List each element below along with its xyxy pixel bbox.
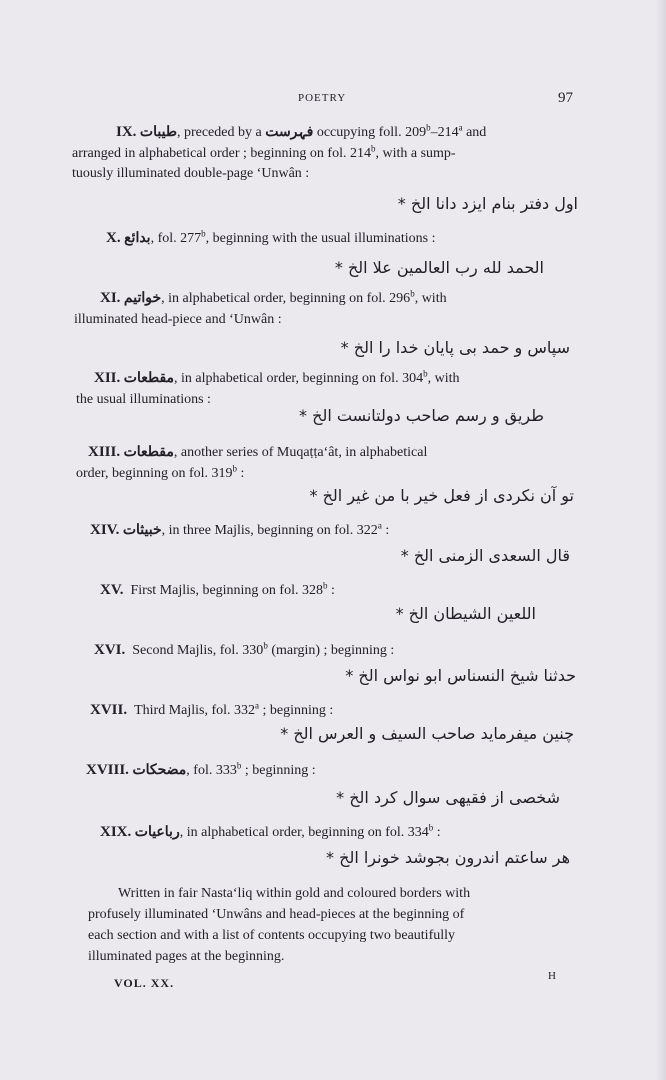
- description-line: Written in fair Nasta‘liq within gold and coloured borders with: [118, 886, 471, 901]
- page-edge-shadow: [656, 0, 666, 1080]
- opening-verse: قال السعدی الزمنی الخ *: [400, 546, 570, 565]
- arabic-title: فہرست: [265, 125, 314, 140]
- opening-verse: طریق و رسم صاحب دولتانست الخ *: [299, 406, 544, 425]
- entry-number: X.: [106, 230, 121, 246]
- arabic-title: مضحکات: [132, 763, 187, 778]
- page-header: [0, 90, 666, 110]
- arabic-title: خبیثات: [122, 523, 162, 538]
- arabic-title: مقطعات: [123, 445, 174, 460]
- entry-number: XI.: [100, 290, 121, 306]
- opening-verse: سپاس و حمد بی پایان خدا را الخ *: [340, 338, 570, 357]
- arabic-title: بدائع: [124, 231, 151, 246]
- opening-verse: اول دفتر بنام ایزد دانا الخ *: [397, 194, 578, 213]
- opening-verse: تو آن نکردی از فعل خیر با من غیر الخ *: [309, 486, 574, 505]
- opening-verse: هر ساعتم اندرون بجوشد خونرا الخ *: [326, 848, 570, 867]
- entry-number: XV.: [100, 582, 124, 598]
- description-line: profusely illuminated ‘Unwâns and head-pieces at the beginning of: [88, 907, 465, 922]
- opening-verse: حدثنا شیخ النسناس ابو نواس الخ *: [345, 666, 576, 685]
- entry-text-line: tuously illuminated double-page ‘Unwân :: [72, 166, 310, 181]
- entry-number: XII.: [94, 370, 121, 386]
- volume-signature: VOL. XX.: [114, 976, 175, 990]
- arabic-title: خواتیم: [123, 291, 162, 306]
- running-title: POETRY: [298, 92, 347, 104]
- entry-text-line: illuminated head-piece and ‘Unwân :: [74, 312, 282, 327]
- opening-verse: الحمد لله رب العالمین علا الخ *: [334, 258, 544, 277]
- opening-verse: شخصی از فقیهی سوال کرد الخ *: [336, 788, 560, 807]
- opening-verse: چنین میفرماید صاحب السیف و العرس الخ *: [280, 724, 574, 743]
- arabic-title: طیبات: [139, 125, 177, 140]
- page-number: 97: [558, 90, 573, 106]
- gathering-signature: H: [548, 970, 556, 982]
- entry-number: XIX.: [100, 824, 132, 840]
- entry-number: XVII.: [90, 702, 128, 718]
- entry-number: IX.: [116, 124, 137, 140]
- opening-verse: اللعین الشیطان الخ *: [395, 604, 536, 623]
- entry-number: XIII.: [88, 444, 121, 460]
- description-line: each section and with a list of contents occupying two beautifully: [88, 928, 456, 943]
- entry-number: XIV.: [90, 522, 120, 538]
- entry-number: XVIII.: [86, 762, 129, 778]
- entry-text-line: the usual illuminations :: [76, 392, 211, 407]
- arabic-title: مقطعات: [123, 371, 175, 386]
- description-line: illuminated pages at the beginning.: [88, 949, 285, 964]
- arabic-title: رباعیات: [134, 825, 180, 840]
- page: POETRY 97 IX. طیبات, preceded by a فہرست occupying foll. 209$^b$–214$^a$ and arranged in alphabetical order ; beginning on fol. 214$^b$, with a sump- tuously illuminated double-page ‘Unwân : اول دفتر بنام ایزد دانا الخ * X. بدائع, fol. 277$^b$, beginning with the usual illuminations : الحمد لله رب العالمین علا الخ * XI. خواتیم, in alphabetical order, beginning on fol. 296$^b$, with illuminated head-piece and ‘Unwân : سپاس و حمد بی پایان خدا را الخ * XII. مقطعات, in alphabetical order, beginning on fol. 304$^b$, with the usual illuminations : طریق و رسم صاحب دولتانست الخ * XIII. مقطعات, another series of Muqaṭṭa‘ât, in alphabetical order, beginning on fol. 319$^b$ : تو آن نکردی از فعل خیر با من غیر الخ * XIV. خبیثات, in three Majlis, beginning on fol. 322$^a$ : قال السعدی الزمنی الخ * XV. First Majlis, beginning on fol. 328$^b$ : اللعین الشیطان الخ * XVI. Second Majlis, fol. 330$^b$ (margin) ; beginning : حدثنا شیخ النسناس ابو نواس الخ * XVII. Third Majlis, fol. 332$^a$ ; beginning : چنین میفرماید صاحب السیف و العرس الخ * XVIII. مضحکات, fol. 333$^b$ ; beginning : شخصی از فقیهی سوال کرد الخ * XIX. رباعیات, in alphabetical order, beginning on fol. 334$^b$ : هر ساعتم اندرون بجوشد خونرا الخ * Written in fair Nasta‘liq within gold and coloured borders with profusely illuminated ‘Unwâns and head-pieces at the beginning of each section and with a list of contents occupying two beautifully illuminated pages at the beginning. VOL. XX. H: [0, 0, 666, 1080]
- entry-number: XVI.: [94, 642, 126, 658]
